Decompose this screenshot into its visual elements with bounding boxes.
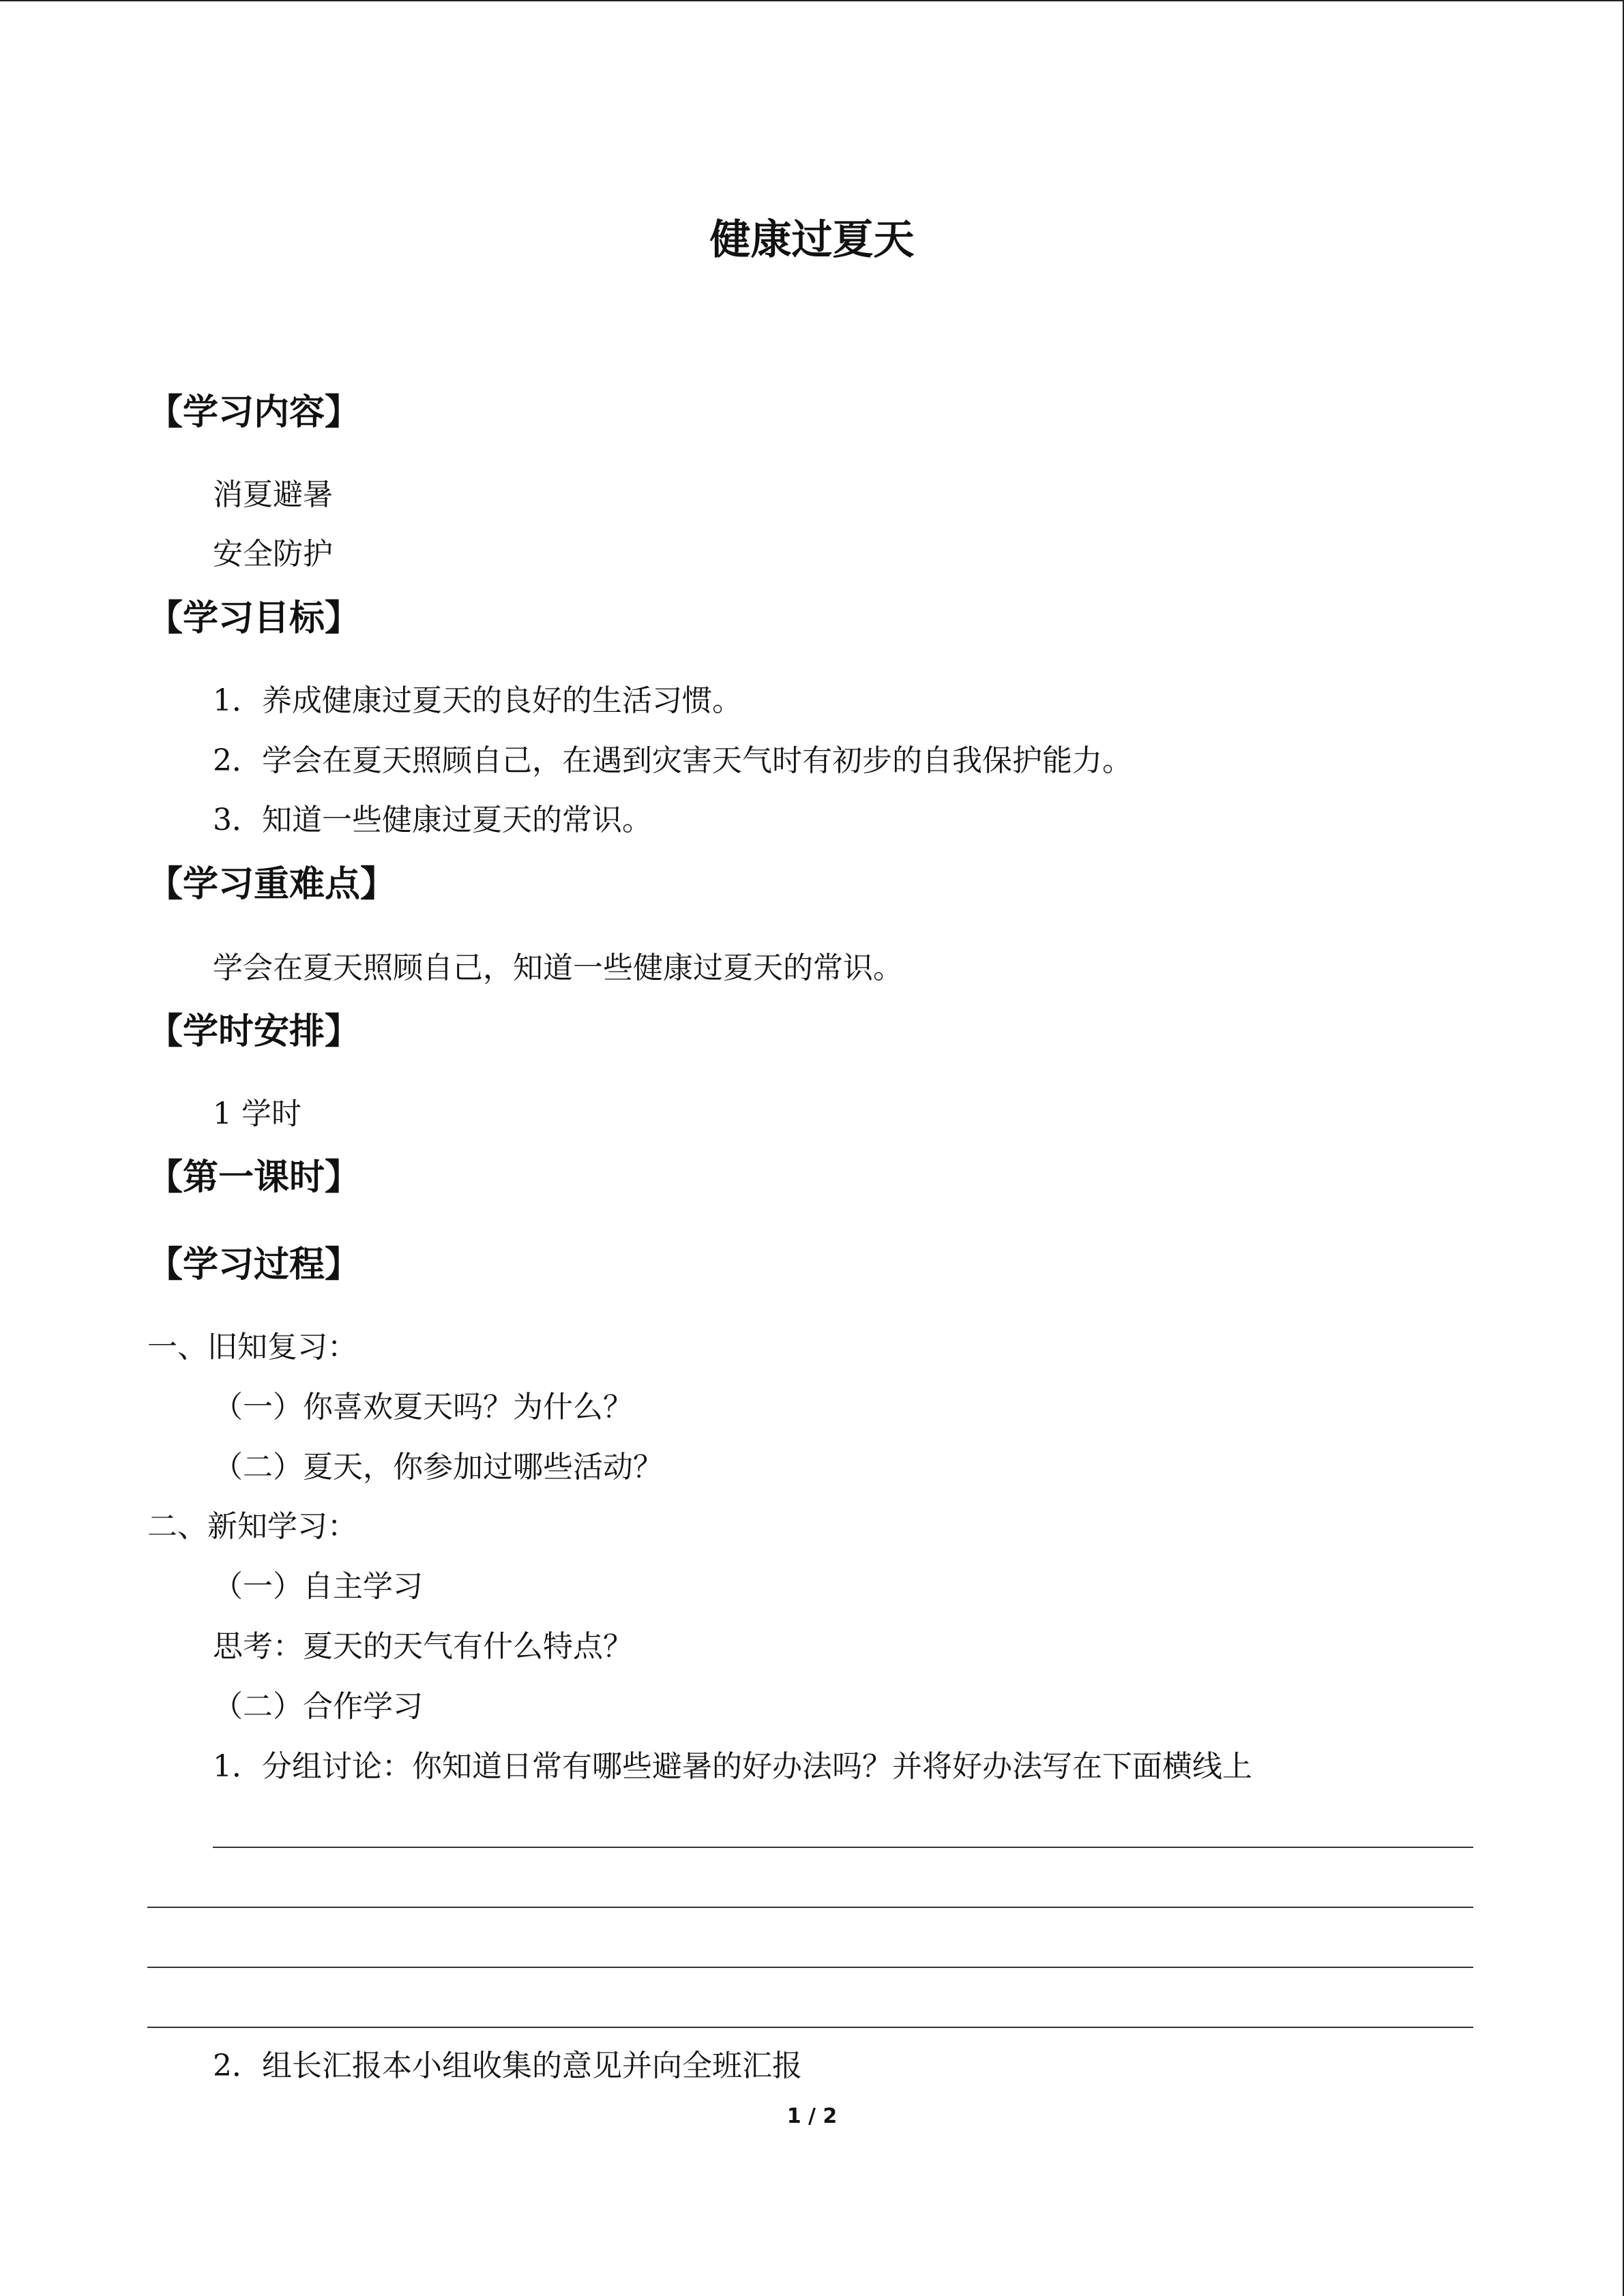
document-title: 健康过夏天 <box>709 216 915 264</box>
goal-item-2: 2．学会在夏天照顾自己，在遇到灾害天气时有初步的自我保护能力。 <box>213 743 1132 778</box>
report-task: 2．组长汇报本小组收集的意见并向全班汇报 <box>213 2048 802 2083</box>
review-question-1: （一）你喜欢夏天吗？为什么？ <box>213 1390 633 1425</box>
review-title: 一、旧知复习： <box>147 1330 357 1365</box>
new-learning-title: 二、新知学习： <box>147 1509 357 1544</box>
key-points-text: 学会在夏天照顾自己，知道一些健康过夏天的常识。 <box>213 951 903 985</box>
content-item-1: 消夏避暑 <box>213 477 333 512</box>
goal-item-1: 1．养成健康过夏天的良好的生活习惯。 <box>213 683 742 718</box>
heading-learning-goals: 【学习目标】 <box>147 598 361 639</box>
heading-key-points: 【学习重难点】 <box>147 864 396 905</box>
goal-item-3: 3．知道一些健康过夏天的常识。 <box>213 803 652 837</box>
discussion-task: 1．分组讨论：你知道日常有哪些避暑的好办法吗？并将好办法写在下面横线上 <box>213 1749 1252 1784</box>
think-question: 思考：夏天的天气有什么特点？ <box>213 1629 633 1664</box>
self-study-subtitle: （一）自主学习 <box>213 1569 423 1604</box>
answer-line-1[interactable] <box>213 1847 1473 1848</box>
heading-first-lesson: 【第一课时】 <box>147 1157 361 1198</box>
page-number: 1 / 2 <box>786 2104 838 2128</box>
heading-learning-process: 【学习过程】 <box>147 1244 361 1285</box>
answer-line-4[interactable] <box>147 2027 1473 2028</box>
schedule-text: 1 学时 <box>213 1097 301 1131</box>
content-item-2: 安全防护 <box>213 537 333 571</box>
answer-line-3[interactable] <box>147 1967 1473 1968</box>
heading-learning-content: 【学习内容】 <box>147 392 361 433</box>
cooperative-study-subtitle: （二）合作学习 <box>213 1689 423 1724</box>
heading-schedule: 【学时安排】 <box>147 1011 361 1052</box>
answer-line-2[interactable] <box>147 1907 1473 1908</box>
review-question-2: （二）夏天，你参加过哪些活动？ <box>213 1450 663 1485</box>
